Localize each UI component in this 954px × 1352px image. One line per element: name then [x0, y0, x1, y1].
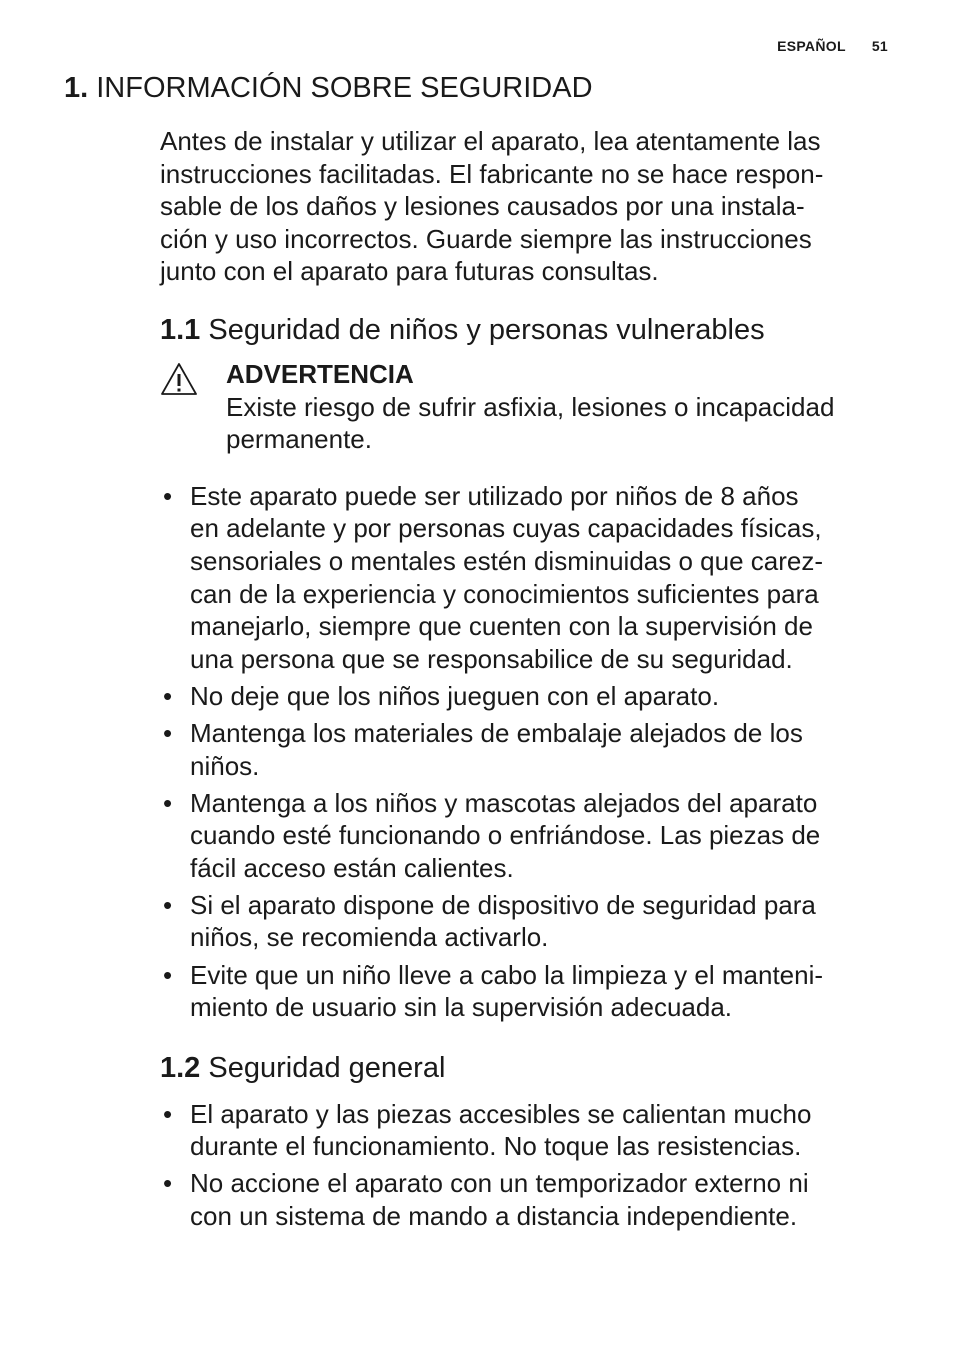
subsection-1-title-text: Seguridad de niños y personas vulnerables — [208, 313, 765, 346]
bullet-symbol: • — [163, 959, 173, 990]
list-item-line: en adelante y por personas cuyas capacidades físicas, — [190, 513, 822, 544]
warning-line: Existe riesgo de sufrir asfixia, lesiones o incapacidad — [226, 391, 835, 422]
bullet-symbol: • — [163, 1098, 173, 1129]
section-title-text: INFORMACIÓN SOBRE SEGURIDAD — [96, 72, 593, 104]
list-item-line: Este aparato puede ser utilizado por niños de 8 años — [190, 480, 799, 511]
list-item-line: Si el aparato dispone de dispositivo de seguridad para — [190, 889, 816, 920]
bullet-symbol: • — [163, 680, 173, 711]
list-item-line: durante el funcionamiento. No toque las resistencias. — [190, 1131, 802, 1162]
list-item-line: sensoriales o mentales estén disminuidas o que carez- — [190, 545, 824, 576]
intro-paragraph — [160, 125, 892, 288]
subsection-2-bullet-list — [160, 1098, 892, 1233]
list-item — [160, 480, 892, 676]
list-item-line: con un sistema de mando a distancia independiente. — [190, 1201, 798, 1232]
section-title — [64, 70, 593, 106]
bullet-symbol: • — [163, 889, 173, 920]
warning-title: ADVERTENCIA — [226, 358, 414, 389]
subsection-2-number: 1.2 — [160, 1051, 201, 1084]
list-item — [160, 1167, 892, 1232]
subsection-1-number: 1.1 — [160, 313, 201, 346]
bullet-symbol: • — [163, 787, 173, 818]
list-item-line: fácil acceso están calientes. — [190, 852, 514, 883]
header-language: ESPAÑOL — [777, 38, 846, 54]
list-item-line: Mantenga a los niños y mascotas alejados del aparato — [190, 787, 818, 818]
warning-triangle-icon — [160, 362, 198, 396]
main-content — [160, 125, 892, 1237]
list-item-line: manejarlo, siempre que cuenten con la supervisión de — [190, 611, 813, 642]
list-item-line: El aparato y las piezas accesibles se calientan mucho — [190, 1098, 812, 1129]
warning-line: permanente. — [226, 424, 372, 455]
list-item-line: una persona que se responsabilice de su seguridad. — [190, 643, 793, 674]
intro-line: instrucciones facilitadas. El fabricante no se hace respon- — [160, 158, 824, 189]
bullet-symbol: • — [163, 1168, 173, 1199]
subsection-2-title — [160, 1050, 892, 1086]
list-item-line: niños. — [190, 750, 260, 781]
subsection-1-title — [160, 312, 892, 348]
page-header — [777, 38, 888, 54]
list-item — [160, 680, 892, 713]
warning-block — [160, 358, 892, 456]
subsection-2-title-text: Seguridad general — [208, 1051, 446, 1084]
section-number: 1. — [64, 72, 89, 104]
list-item — [160, 717, 892, 782]
header-page-number: 51 — [871, 38, 888, 54]
bullet-symbol: • — [163, 717, 173, 748]
list-item-line: No accione el aparato con un temporizador externo ni — [190, 1168, 809, 1199]
list-item — [160, 1098, 892, 1163]
intro-line: junto con el aparato para futuras consultas. — [160, 256, 659, 287]
list-item-line: can de la experiencia y conocimientos suficientes para — [190, 578, 819, 609]
intro-line: ción y uso incorrectos. Guarde siempre las instrucciones — [160, 223, 812, 254]
subsection-1-bullet-list — [160, 480, 892, 1024]
list-item-line: No deje que los niños jueguen con el aparato. — [190, 680, 720, 711]
list-item — [160, 889, 892, 954]
list-item-line: cuando esté funcionando o enfriándose. Las piezas de — [190, 820, 821, 851]
intro-line: sable de los daños y lesiones causados por una instala- — [160, 191, 805, 222]
list-item-line: Mantenga los materiales de embalaje alejados de los — [190, 717, 803, 748]
list-item-line: miento de usuario sin la supervisión adecuada. — [190, 992, 733, 1023]
list-item — [160, 787, 892, 885]
intro-line: Antes de instalar y utilizar el aparato, lea atentamente las — [160, 126, 821, 156]
list-item-line: niños, se recomienda activarlo. — [190, 922, 549, 953]
bullet-symbol: • — [163, 480, 173, 511]
list-item — [160, 959, 892, 1024]
list-item-line: Evite que un niño lleve a cabo la limpieza y el manteni- — [190, 959, 824, 990]
